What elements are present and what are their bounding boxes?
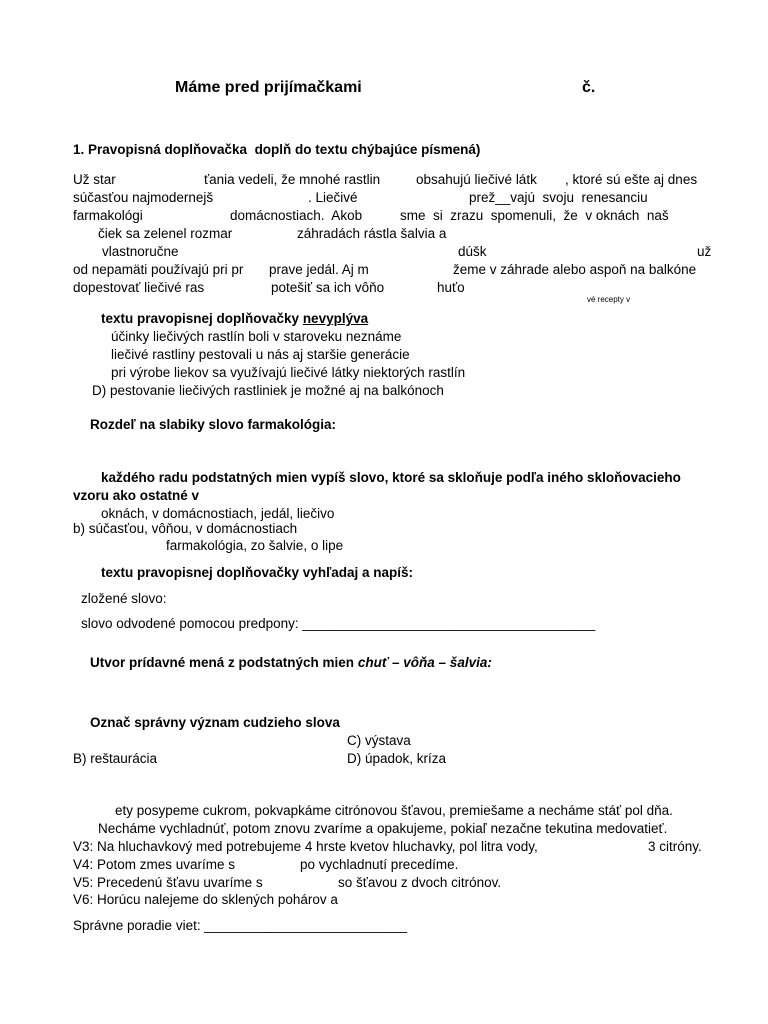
task8-line: Necháme vychladnúť, potom znovu zvaríme a opakujeme, pokiaľ nezačne tekutina medovatieť. (98, 821, 668, 836)
task1-text-segment: . Liečivé (308, 190, 358, 205)
task1-text-segment: sme si zrazu spomenuli, že v oknách naš (400, 208, 669, 223)
task1-text-segment: prež__vajú svoju renesanciu (469, 190, 648, 205)
task1-text-segment: domácnostiach. Akob (230, 208, 363, 223)
task1-text-segment: , ktoré sú ešte aj dnes (565, 172, 698, 187)
task8-line: so šťavou z dvoch citrónov. (338, 875, 502, 890)
task1-text-segment: potešiť sa ich vôňo (271, 280, 385, 295)
task1-text-segment: farmakológi (73, 208, 143, 223)
task4-heading: každého radu podstatných mien vypíš slovo, ktoré sa skloňuje podľa iného skloňovacieho (101, 470, 681, 485)
task1-text-segment: súčasťou najmodernejš (73, 190, 214, 205)
task8-answer-line: Správne poradie viet: ___________________________ (73, 918, 408, 933)
task2-option: účinky liečivých rastlín boli v staroveku neznáme (111, 329, 402, 344)
task8-line: V5: Precedenú šťavu uvaríme s (73, 875, 263, 890)
task7-option: C) výstava (347, 733, 411, 748)
task1-text-segment: žeme v záhrade alebo aspoň na balkóne (453, 262, 697, 277)
task1-text-segment: obsahujú liečivé látk (416, 172, 537, 187)
task1-text-segment: prave jedál. Aj m (269, 262, 369, 277)
task7-option: B) reštaurácia (73, 751, 158, 766)
task6-words: chuť – vôňa – šalvia: (357, 655, 492, 670)
page-number-label: č. (582, 79, 596, 96)
task1-text-segment: dúšk (458, 244, 487, 259)
task4-option: farmakológia, zo šalvie, o lipe (166, 538, 344, 553)
task1-text-segment: huťo (437, 280, 465, 295)
task8-line: V6: Horúcu nalejeme do sklených pohárov a (73, 892, 338, 907)
task1-heading: 1. Pravopisná doplňovačka doplň do textu chýbajúce písmená) (73, 142, 481, 157)
task7-heading: Označ správny význam cudzieho slova (90, 715, 340, 730)
task2-heading-underlined: nevyplýva (302, 311, 369, 326)
task3-heading: Rozdeľ na slabiky slovo farmakológia: (90, 417, 337, 432)
task8-line: 3 citróny. (648, 839, 702, 854)
task5-line: zložené slovo: (81, 591, 167, 606)
task4-option: oknách, v domácnostiach, jedál, liečivo (101, 506, 335, 521)
task7-option: D) úpadok, kríza (347, 751, 447, 766)
task6-heading: Utvor prídavné mená z podstatných mien chuť – vôňa – šalvia: (90, 655, 492, 670)
task4-option: b) súčasťou, vôňou, v domácnostiach (73, 521, 298, 536)
task1-text-segment: čiek sa zelenel rozmar (98, 226, 233, 241)
task1-text-segment: záhradách rástla šalvia a (297, 226, 447, 241)
task1-text-segment: vlastnoručne (102, 244, 179, 259)
page-title: Máme pred prijímačkami (175, 79, 362, 96)
task8-line: ety posypeme cukrom, pokvapkáme citrónovou šťavou, premiešame a necháme stáť pol dňa. (115, 803, 673, 818)
task2-option: liečivé rastliny pestovali u nás aj staršie generácie (111, 347, 410, 362)
task5-heading: textu pravopisnej doplňovačky vyhľadaj a napíš: (101, 565, 414, 580)
task1-text-segment: už (697, 244, 712, 259)
task8-line: V3: Na hluchavkový med potrebujeme 4 hrste kvetov hluchavky, pol litra vody, (73, 839, 538, 854)
task1-text-segment: dopestovať liečivé ras (73, 280, 205, 295)
task4-heading-cont: vzoru ako ostatné v (73, 488, 200, 503)
task1-text-segment: Už star (73, 172, 116, 187)
task5-line: slovo odvodené pomocou predpony: _______________________________________ (81, 616, 596, 631)
task2-option: D) pestovanie liečivých rastliniek je možné aj na balkónoch (92, 383, 444, 398)
task1-text-segment: od nepamäti používajú pri pr (73, 262, 244, 277)
task8-line: V4: Potom zmes uvaríme s (73, 857, 236, 872)
task2-heading: textu pravopisnej doplňovačky nevyplýva (101, 311, 369, 326)
task1-text-segment: ťania vedeli, že mnohé rastlin (204, 172, 381, 187)
task1-note: vé recepty v (587, 295, 631, 304)
task8-line: po vychladnutí precedíme. (300, 857, 459, 872)
task2-option: pri výrobe liekov sa využívajú liečivé látky niektorých rastlín (111, 365, 466, 380)
